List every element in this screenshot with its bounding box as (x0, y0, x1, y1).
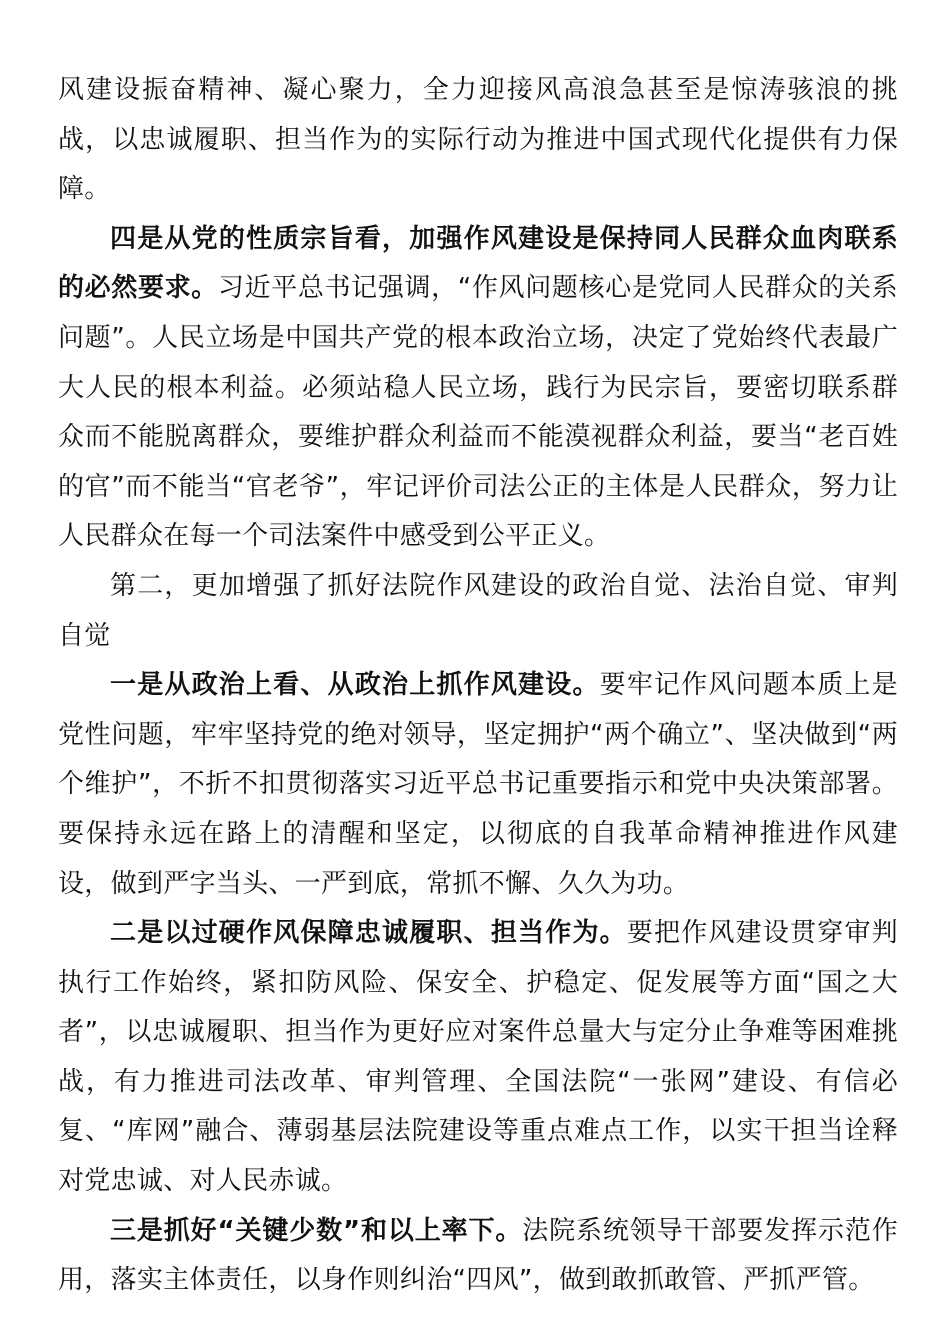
section-heading-second (58, 562, 898, 661)
paragraph-lead: 四是从党的性质宗旨看，加强作风建设是保持同人民群众血肉联系的必然要求。 (58, 223, 898, 304)
paragraph-point-one (58, 661, 898, 909)
paragraph-point-two (58, 909, 898, 1207)
paragraph-point-four (58, 215, 898, 562)
paragraph-text: 要把作风建设贯穿审判执行工作始终，紧扣防风险、保安全、护稳定、促发展等方面“国之大者”，以忠诚履职、担当作为更好应对案件总量大与定分止争难等困难挑战，有力推进司法改革、审判管理、全国法院“一张网”建设、有信必复、“库网”融合、薄弱基层法院建设等重点难点工作，以实干担当诠释对党忠诚、对人民赤诚。 (58, 918, 898, 1197)
paragraph-continuation (58, 66, 898, 215)
paragraph-lead: 二是以过硬作风保障忠诚履职、担当作为。 (110, 918, 627, 949)
paragraph-text: 要牢记作风问题本质上是党性问题，牢牢坚持党的绝对领导，坚定拥护“两个确立”、坚决做到“两个维护”，不折不扣贯彻落实习近平总书记重要指示和党中央决策部署。要保持永远在路上的清醒和坚定，以彻底的自我革命精神推进作风建设，做到严字当头、一严到底，常抓不懈、久久为功。 (58, 670, 898, 899)
paragraph-point-three (58, 1207, 898, 1306)
paragraph-text: 习近平总书记强调，“作风问题核心是党同人民群众的关系问题”。人民立场是中国共产党的根本政治立场，决定了党始终代表最广大人民的根本利益。必须站稳人民立场，践行为民宗旨，要密切联系群众而不能脱离群众，要维护群众利益而不能漠视群众利益，要当“老百姓的官”而不能当“官老爷”，牢记评价司法公正的主体是人民群众，努力让人民群众在每一个司法案件中感受到公平正义。 (58, 273, 898, 552)
paragraph-lead: 一是从政治上看、从政治上抓作风建设。 (110, 670, 600, 701)
document-page (58, 66, 898, 1306)
paragraph-text: 法院系统领导干部要发挥示范作用，落实主体责任，以身作则纠治“四风”，做到敢抓敢管、严抓严管。 (58, 1215, 899, 1296)
paragraph-lead: 三是抓好“关键少数”和以上率下。 (110, 1215, 523, 1246)
paragraph-text: 风建设振奋精神、凝心聚力，全力迎接风高浪急甚至是惊涛骇浪的挑战，以忠诚履职、担当作为的实际行动为推进中国式现代化提供有力保障。 (58, 75, 898, 205)
paragraph-text: 第二，更加增强了抓好法院作风建设的政治自觉、法治自觉、审判自觉 (58, 570, 898, 651)
